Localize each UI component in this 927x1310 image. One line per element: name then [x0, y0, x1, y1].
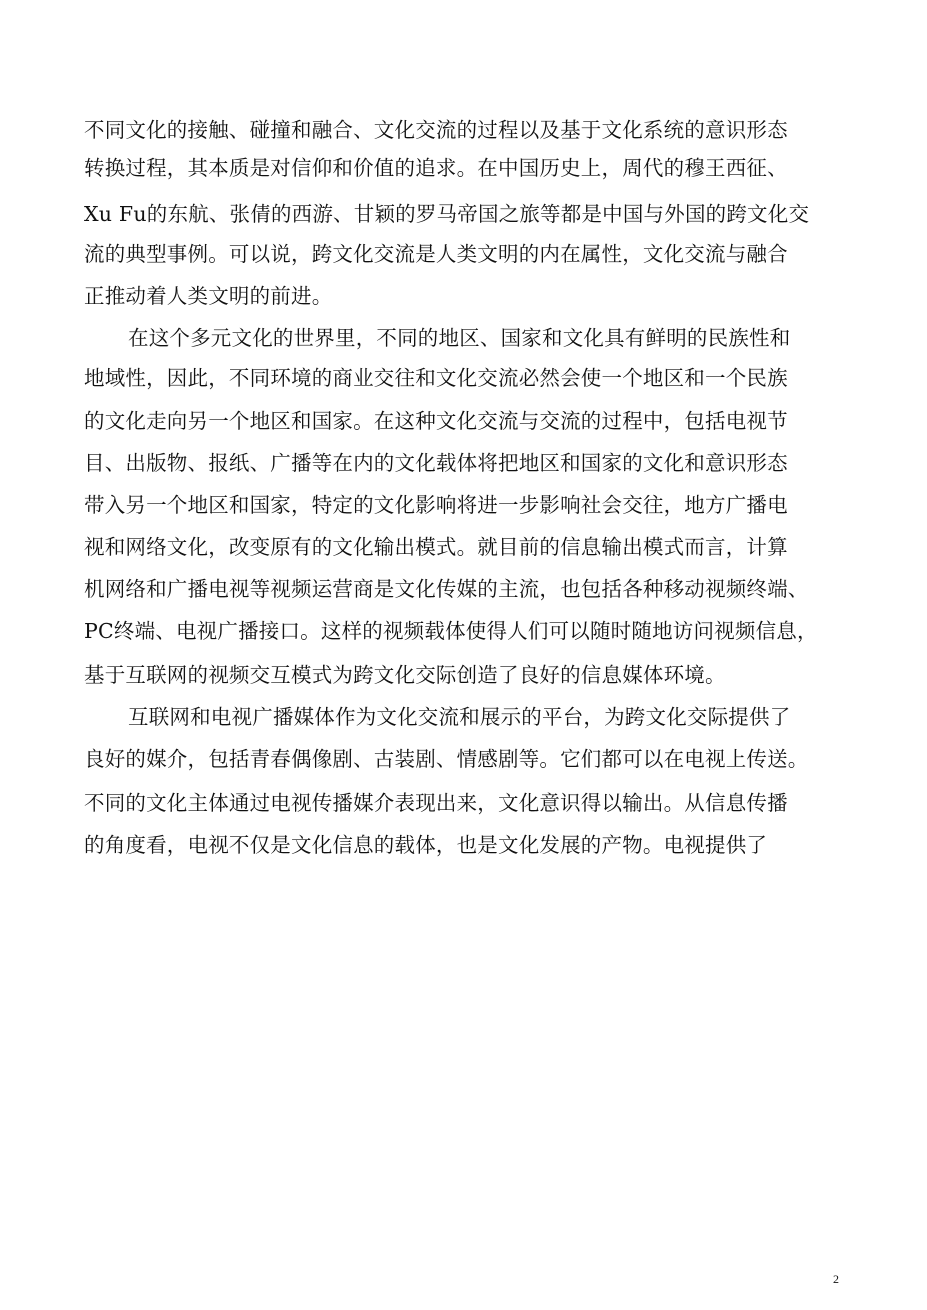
text-line: Xu Fu的东航、张倩的西游、甘颖的罗马帝国之旅等都是中国与外国的跨文化交 [84, 202, 810, 226]
text-line: 地域性，因此，不同环境的商业交往和文化交流必然会使一个地区和一个民族 [84, 366, 788, 390]
text-line: 的文化走向另一个地区和国家。在这种文化交流与交流的过程中，包括电视节 [84, 409, 788, 433]
text-line: 不同的文化主体通过电视传播媒介表现出来，文化意识得以输出。从信息传播 [84, 791, 788, 815]
text-line: 视和网络文化，改变原有的文化输出模式。就目前的信息输出模式而言，计算 [84, 535, 788, 559]
text-line: 流的典型事例。可以说，跨文化交流是人类文明的内在属性，文化交流与融合 [84, 242, 788, 266]
page-number: 2 [833, 1272, 839, 1286]
text-line: 的角度看，电视不仅是文化信息的载体，也是文化发展的产物。电视提供了 [84, 833, 768, 857]
text-line: 良好的媒介，包括青春偶像剧、古装剧、情感剧等。它们都可以在电视上传送。 [84, 747, 809, 771]
text-line: 机网络和广播电视等视频运营商是文化传媒的主流，也包括各种移动视频终端、 [84, 577, 809, 601]
text-line: 转换过程，其本质是对信仰和价值的追求。在中国历史上，周代的穆王西征、 [84, 156, 788, 180]
text-line: PC终端、电视广播接口。这样的视频载体使得人们可以随时随地访问视频信息， [84, 619, 818, 643]
text-line: 正推动着人类文明的前进。 [84, 284, 333, 308]
text-line: 带入另一个地区和国家，特定的文化影响将进一步影响社会交往，地方广播电 [84, 493, 788, 517]
text-line: 不同文化的接触、碰撞和融合、文化交流的过程以及基于文化系统的意识形态 [84, 118, 788, 142]
paragraph-first-line: 互联网和电视广播媒体作为文化交流和展示的平台，为跨文化交际提供了 [128, 705, 791, 729]
text-line: 基于互联网的视频交互模式为跨文化交际创造了良好的信息媒体环境。 [84, 663, 726, 687]
paragraph-first-line: 在这个多元文化的世界里，不同的地区、国家和文化具有鲜明的民族性和 [128, 326, 791, 350]
text-line: 目、出版物、报纸、广播等在内的文化载体将把地区和国家的文化和意识形态 [84, 451, 788, 475]
